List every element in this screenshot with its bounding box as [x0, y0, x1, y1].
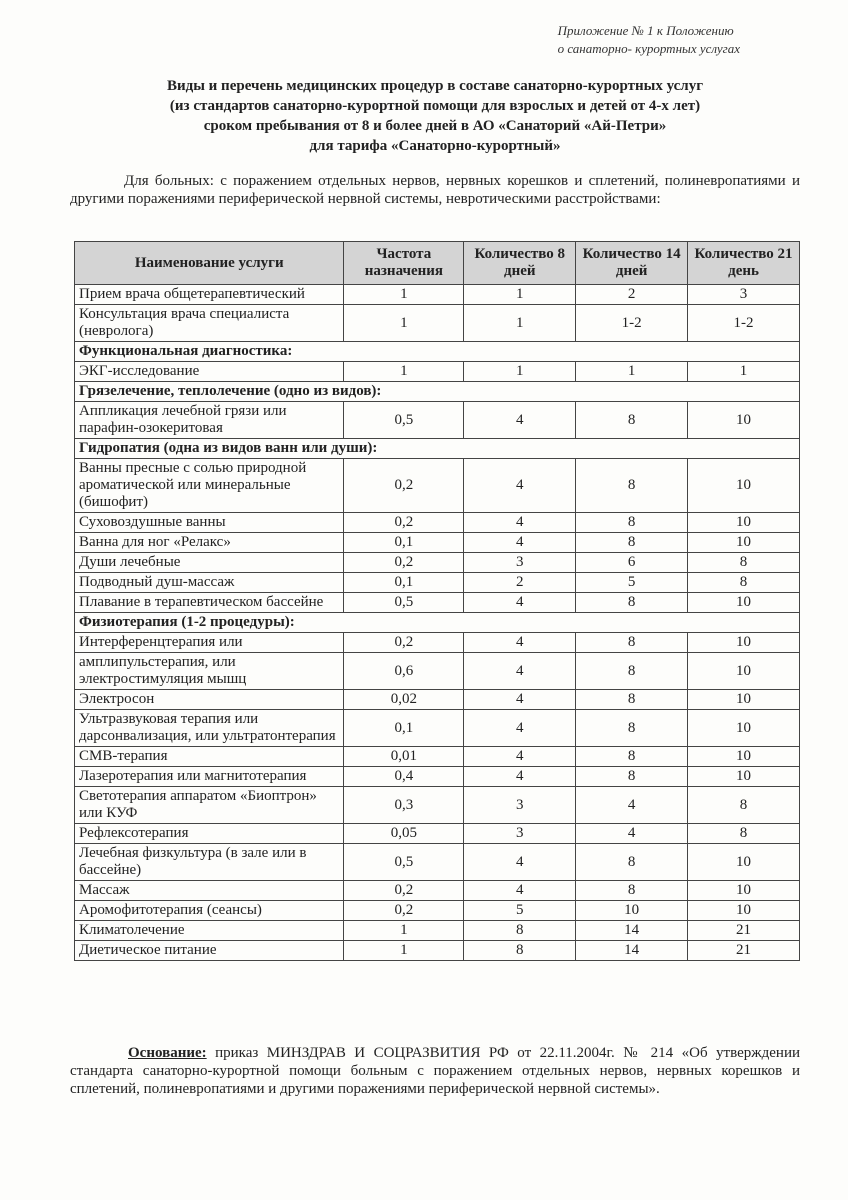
frequency-cell: 0,1 — [344, 710, 464, 747]
services-table — [74, 241, 800, 961]
frequency-cell: 0,1 — [344, 533, 464, 553]
qty-21-days-cell: 8 — [688, 573, 800, 593]
qty-14-days-cell: 14 — [576, 941, 688, 961]
qty-8-days-cell: 4 — [464, 653, 576, 690]
qty-21-days-cell: 10 — [688, 593, 800, 613]
frequency-cell: 0,5 — [344, 402, 464, 439]
header-qty-21-days: Количество 21 день — [688, 242, 800, 285]
frequency-cell: 0,6 — [344, 653, 464, 690]
qty-21-days-cell: 10 — [688, 653, 800, 690]
appendix-note — [558, 22, 740, 58]
qty-21-days-cell: 10 — [688, 633, 800, 653]
qty-14-days-cell: 8 — [576, 767, 688, 787]
qty-14-days-cell: 4 — [576, 787, 688, 824]
qty-21-days-cell: 21 — [688, 921, 800, 941]
qty-21-days-cell: 1-2 — [688, 305, 800, 342]
service-name-cell: Рефлексотерапия — [75, 824, 344, 844]
qty-21-days-cell: 10 — [688, 513, 800, 533]
service-name-cell: Интерференцтерапия или — [75, 633, 344, 653]
qty-21-days-cell: 8 — [688, 787, 800, 824]
qty-14-days-cell: 8 — [576, 533, 688, 553]
qty-21-days-cell: 10 — [688, 690, 800, 710]
section-heading: Грязелечение, теплолечение (одно из видов): — [75, 382, 800, 402]
qty-8-days-cell: 4 — [464, 881, 576, 901]
qty-14-days-cell: 14 — [576, 921, 688, 941]
table-row — [75, 747, 800, 767]
table-row — [75, 633, 800, 653]
qty-8-days-cell: 2 — [464, 573, 576, 593]
qty-14-days-cell: 8 — [576, 844, 688, 881]
frequency-cell: 1 — [344, 362, 464, 382]
table-row — [75, 459, 800, 513]
qty-21-days-cell: 10 — [688, 901, 800, 921]
qty-14-days-cell: 8 — [576, 593, 688, 613]
frequency-cell: 0,5 — [344, 593, 464, 613]
qty-8-days-cell: 8 — [464, 921, 576, 941]
qty-8-days-cell: 4 — [464, 513, 576, 533]
qty-14-days-cell: 8 — [576, 690, 688, 710]
qty-8-days-cell: 4 — [464, 767, 576, 787]
service-name-cell: Подводный душ-массаж — [75, 573, 344, 593]
qty-8-days-cell: 3 — [464, 787, 576, 824]
frequency-cell: 0,3 — [344, 787, 464, 824]
qty-14-days-cell: 1 — [576, 362, 688, 382]
qty-21-days-cell: 10 — [688, 533, 800, 553]
frequency-cell: 0,2 — [344, 881, 464, 901]
table-row — [75, 362, 800, 382]
frequency-cell: 0,2 — [344, 553, 464, 573]
qty-14-days-cell: 8 — [576, 459, 688, 513]
frequency-cell: 0,2 — [344, 901, 464, 921]
title-line-1: Виды и перечень медицинских процедур в составе санаторно-курортных услуг — [166, 78, 704, 94]
table-row — [75, 881, 800, 901]
qty-8-days-cell: 4 — [464, 710, 576, 747]
section-heading: Функциональная диагностика: — [75, 342, 800, 362]
qty-14-days-cell: 8 — [576, 653, 688, 690]
qty-14-days-cell: 2 — [576, 285, 688, 305]
frequency-cell: 0,02 — [344, 690, 464, 710]
service-name-cell: Ультразвуковая терапия или дарсонвализация, или ультратонтерапия — [75, 710, 344, 747]
service-name-cell: Суховоздушные ванны — [75, 513, 344, 533]
service-name-cell: Лечебная физкультура (в зале или в бассейне) — [75, 844, 344, 881]
basis-paragraph — [70, 1044, 800, 1098]
frequency-cell: 1 — [344, 285, 464, 305]
qty-21-days-cell: 10 — [688, 881, 800, 901]
table-row — [75, 941, 800, 961]
service-name-cell: Прием врача общетерапевтический — [75, 285, 344, 305]
qty-21-days-cell: 8 — [688, 553, 800, 573]
table-row — [75, 573, 800, 593]
table-row — [75, 593, 800, 613]
frequency-cell: 1 — [344, 941, 464, 961]
service-name-cell: амплипульстерапия, или электростимуляция мышц — [75, 653, 344, 690]
table-row — [75, 901, 800, 921]
table-row — [75, 553, 800, 573]
appendix-line-1: Приложение № 1 к Положению — [557, 23, 734, 38]
section-heading: Физиотерапия (1-2 процедуры): — [75, 613, 800, 633]
service-name-cell: Светотерапия аппаратом «Биоптрон» или КУФ — [75, 787, 344, 824]
table-section-row — [75, 342, 800, 362]
qty-21-days-cell: 10 — [688, 767, 800, 787]
qty-8-days-cell: 4 — [464, 690, 576, 710]
qty-21-days-cell: 8 — [688, 824, 800, 844]
document-title — [60, 76, 810, 156]
table-row — [75, 921, 800, 941]
frequency-cell: 0,5 — [344, 844, 464, 881]
qty-14-days-cell: 10 — [576, 901, 688, 921]
qty-14-days-cell: 8 — [576, 747, 688, 767]
table-row — [75, 844, 800, 881]
table-header-row — [75, 242, 800, 285]
service-name-cell: ЭКГ-исследование — [75, 362, 344, 382]
qty-14-days-cell: 4 — [576, 824, 688, 844]
qty-14-days-cell: 6 — [576, 553, 688, 573]
qty-8-days-cell: 4 — [464, 533, 576, 553]
qty-8-days-cell: 8 — [464, 941, 576, 961]
basis-label: Основание: — [128, 1045, 207, 1061]
table-row — [75, 513, 800, 533]
header-qty-8-days: Количество 8 дней — [464, 242, 576, 285]
header-frequency: Частота назначения — [344, 242, 464, 285]
qty-8-days-cell: 4 — [464, 459, 576, 513]
service-name-cell: Аромофитотерапия (сеансы) — [75, 901, 344, 921]
table-row — [75, 533, 800, 553]
frequency-cell: 0,2 — [344, 633, 464, 653]
table-row — [75, 690, 800, 710]
service-name-cell: Аппликация лечебной грязи или парафин-озокеритовая — [75, 402, 344, 439]
qty-14-days-cell: 8 — [576, 633, 688, 653]
table-section-row — [75, 439, 800, 459]
qty-8-days-cell: 4 — [464, 633, 576, 653]
qty-14-days-cell: 8 — [576, 402, 688, 439]
table-section-row — [75, 382, 800, 402]
qty-8-days-cell: 1 — [464, 305, 576, 342]
qty-8-days-cell: 5 — [464, 901, 576, 921]
qty-8-days-cell: 4 — [464, 593, 576, 613]
table-row — [75, 305, 800, 342]
qty-8-days-cell: 3 — [464, 824, 576, 844]
frequency-cell: 1 — [344, 921, 464, 941]
qty-21-days-cell: 10 — [688, 402, 800, 439]
qty-8-days-cell: 4 — [464, 402, 576, 439]
qty-14-days-cell: 8 — [576, 881, 688, 901]
table-row — [75, 710, 800, 747]
qty-21-days-cell: 10 — [688, 747, 800, 767]
qty-21-days-cell: 10 — [688, 844, 800, 881]
qty-21-days-cell: 21 — [688, 941, 800, 961]
table-row — [75, 824, 800, 844]
qty-8-days-cell: 3 — [464, 553, 576, 573]
qty-14-days-cell: 8 — [576, 513, 688, 533]
frequency-cell: 0,1 — [344, 573, 464, 593]
title-line-4: для тарифа «Санаторно-курортный» — [309, 138, 561, 154]
service-name-cell: Консультация врача специалиста (невролога) — [75, 305, 344, 342]
qty-21-days-cell: 1 — [688, 362, 800, 382]
frequency-cell: 1 — [344, 305, 464, 342]
title-line-3: сроком пребывания от 8 и более дней в АО «Санаторий «Ай-Петри» — [203, 118, 667, 134]
service-name-cell: Климатолечение — [75, 921, 344, 941]
table-section-row — [75, 613, 800, 633]
service-name-cell: СМВ-терапия — [75, 747, 344, 767]
frequency-cell: 0,2 — [344, 513, 464, 533]
table-row — [75, 653, 800, 690]
qty-21-days-cell: 10 — [688, 710, 800, 747]
table-body — [75, 285, 800, 961]
table-row — [75, 787, 800, 824]
header-service-name: Наименование услуги — [75, 242, 344, 285]
qty-8-days-cell: 1 — [464, 362, 576, 382]
appendix-line-2: о санаторно- курортных услугах — [557, 41, 740, 56]
service-name-cell: Ванна для ног «Релакс» — [75, 533, 344, 553]
qty-21-days-cell: 10 — [688, 459, 800, 513]
frequency-cell: 0,01 — [344, 747, 464, 767]
qty-14-days-cell: 1-2 — [576, 305, 688, 342]
frequency-cell: 0,2 — [344, 459, 464, 513]
table-row — [75, 402, 800, 439]
service-name-cell: Электросон — [75, 690, 344, 710]
frequency-cell: 0,4 — [344, 767, 464, 787]
frequency-cell: 0,05 — [344, 824, 464, 844]
section-heading: Гидропатия (одна из видов ванн или души): — [75, 439, 800, 459]
qty-8-days-cell: 1 — [464, 285, 576, 305]
basis-text: приказ МИНЗДРАВ И СОЦРАЗВИТИЯ РФ от 22.11.2004г. № 214 «Об утверждении стандарта санаторно-курортной помощи больным с поражением отдельных нервов, нервных корешков и сплетений, полиневропатиями и другими поражениями периферической нервной системы». — [70, 1045, 800, 1097]
qty-8-days-cell: 4 — [464, 747, 576, 767]
table-row — [75, 767, 800, 787]
title-line-2: (из стандартов санаторно-курортной помощи для взрослых и детей от 4-х лет) — [169, 98, 701, 114]
header-qty-14-days: Количество 14 дней — [576, 242, 688, 285]
qty-8-days-cell: 4 — [464, 844, 576, 881]
service-name-cell: Массаж — [75, 881, 344, 901]
qty-21-days-cell: 3 — [688, 285, 800, 305]
qty-14-days-cell: 5 — [576, 573, 688, 593]
service-name-cell: Души лечебные — [75, 553, 344, 573]
qty-14-days-cell: 8 — [576, 710, 688, 747]
service-name-cell: Плавание в терапевтическом бассейне — [75, 593, 344, 613]
table-row — [75, 285, 800, 305]
service-name-cell: Ванны пресные с солью природной ароматической или минеральные (бишофит) — [75, 459, 344, 513]
service-name-cell: Лазеротерапия или магнитотерапия — [75, 767, 344, 787]
intro-paragraph: Для больных: с поражением отдельных нервов, нервных корешков и сплетений, полиневропатиями и другими поражениями периферической нервной системы, невротическими расстройствами: — [70, 173, 800, 207]
service-name-cell: Диетическое питание — [75, 941, 344, 961]
